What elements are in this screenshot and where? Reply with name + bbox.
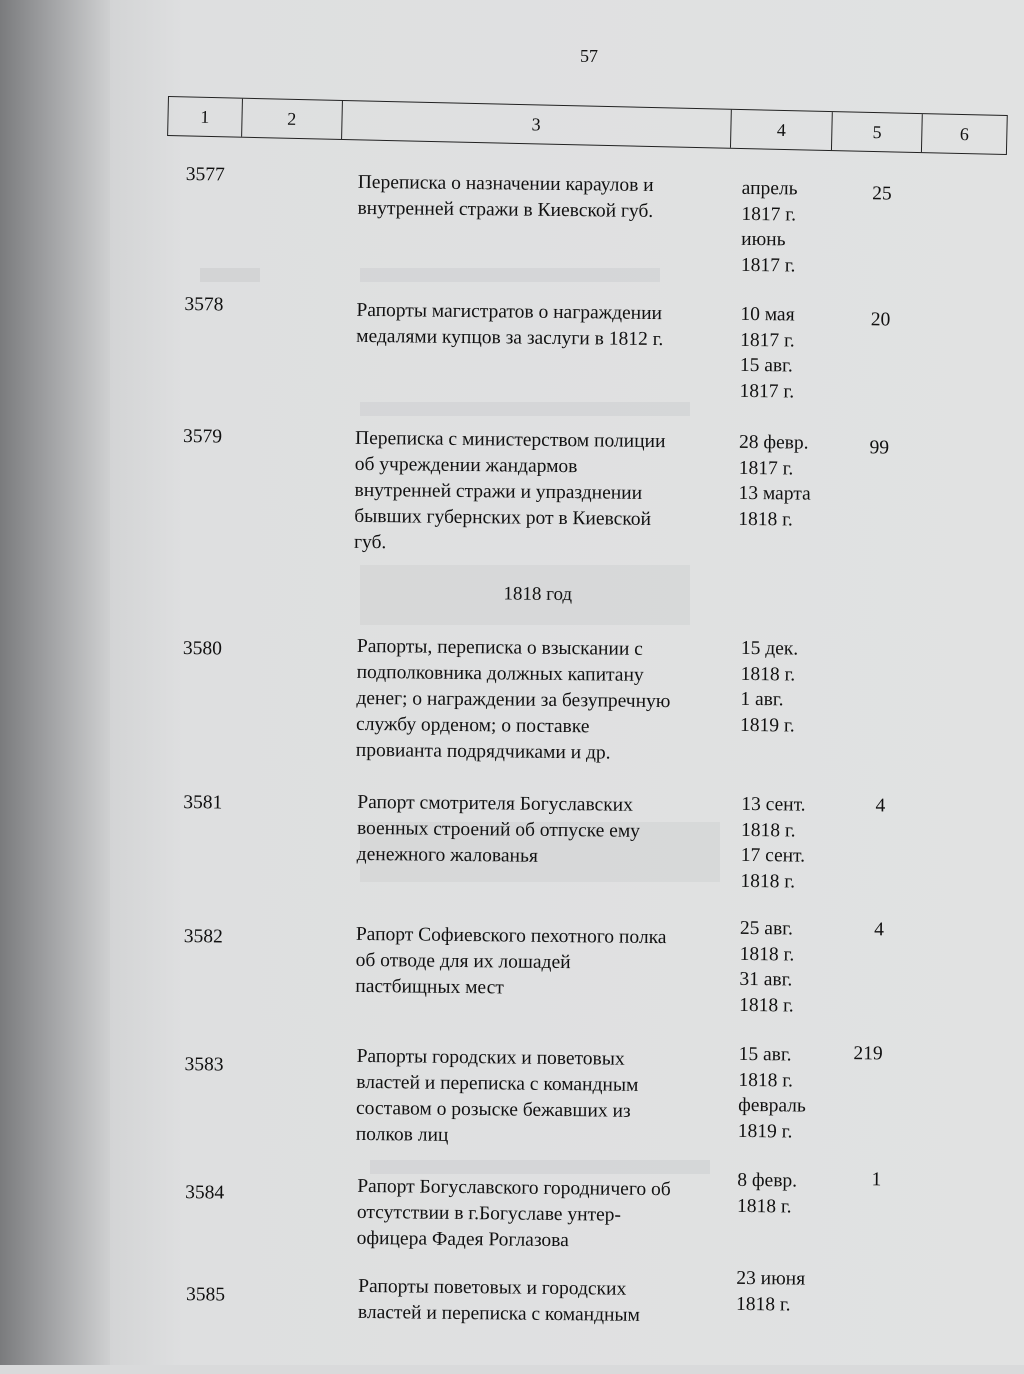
- description-line: Переписка о назначении караулов и: [357, 171, 654, 196]
- description-line: бывших губернских рот в Киевской: [354, 505, 652, 530]
- date-line: 1818 г.: [738, 1069, 794, 1091]
- header-col-5: 5: [832, 112, 923, 152]
- date-line: 13 сент.: [741, 793, 806, 816]
- description-line: денежного жалованья: [356, 843, 538, 867]
- entry-dates: [737, 1168, 838, 1220]
- description-line: офицера Фадея Роглазова: [356, 1227, 569, 1252]
- date-line: 15 авг.: [738, 1043, 792, 1066]
- description-line: Рапорты магистратов о награждении: [356, 299, 663, 325]
- description-line: Рапорты поветовых и городских: [358, 1275, 627, 1300]
- date-line: 23 июня: [736, 1267, 806, 1290]
- description-line: об отводе для их лошадей: [355, 949, 571, 974]
- description-line: медалями купцов за заслуги в 1812 г.: [356, 325, 664, 351]
- entry-dates: [739, 916, 840, 1019]
- entry-number: 3580: [182, 638, 222, 660]
- date-line: 1818 г.: [740, 663, 796, 685]
- entry-description: [357, 1174, 738, 1256]
- date-line: апрель: [741, 177, 798, 200]
- entry-pages: 1: [871, 1169, 882, 1191]
- entry-number: 3583: [184, 1054, 224, 1076]
- entry-number: 3581: [183, 792, 223, 814]
- description-line: Рапорты, переписка о взыскании с: [356, 635, 644, 660]
- date-line: 31 авг.: [739, 968, 793, 991]
- date-line: 1818 г.: [739, 994, 794, 1016]
- description-line: подполковника должных капитану: [356, 661, 644, 686]
- description-line: пастбищных мест: [355, 975, 504, 999]
- entry-description: [355, 922, 736, 1004]
- date-line: 1817 г.: [740, 254, 796, 276]
- entry-pages: 20: [870, 309, 891, 331]
- description-line: полков лиц: [355, 1123, 449, 1146]
- header-col-1: 1: [168, 97, 243, 137]
- entry-number: 3582: [183, 926, 223, 948]
- header-col-6: 6: [959, 123, 970, 144]
- description-line: Рапорт смотрителя Богуславских: [357, 791, 634, 816]
- date-line: 1818 г.: [739, 943, 795, 965]
- date-line: 15 дек.: [740, 637, 799, 660]
- entry-description: [356, 634, 737, 768]
- date-line: 28 февр.: [738, 431, 809, 454]
- description-line: властей и переписка с командным: [357, 1301, 641, 1326]
- description-line: службу орденом; о поставке: [355, 713, 590, 738]
- description-line: внутренней стражи и упразднении: [354, 479, 643, 504]
- date-line: 25 авг.: [739, 917, 794, 940]
- date-line: 1818 г.: [740, 819, 796, 841]
- description-line: Рапорты городских и поветовых: [356, 1045, 625, 1070]
- date-line: 1817 г.: [739, 380, 795, 402]
- entry-description: [356, 1044, 737, 1152]
- entry-number: 3585: [186, 1284, 226, 1306]
- entry-pages: 4: [874, 919, 885, 941]
- page-number: 57: [580, 46, 598, 66]
- description-line: отсутствии в г.Богуславе унтер-: [356, 1201, 622, 1226]
- entry-description: [354, 426, 735, 560]
- entry-dates: [738, 1042, 839, 1145]
- description-line: составом о розыске бежавших из: [355, 1097, 631, 1122]
- date-line: февраль: [738, 1094, 806, 1117]
- date-line: 1818 г.: [740, 870, 796, 892]
- date-line: 8 февр.: [737, 1169, 798, 1192]
- entry-dates: [741, 176, 842, 279]
- description-line: военных строений об отпуске ему: [356, 817, 641, 842]
- entry-dates: [739, 302, 840, 405]
- description-line: Рапорт Софиевского пехотного полка: [355, 923, 667, 949]
- description-line: Рапорт Богуславского городничего об: [357, 1175, 671, 1201]
- date-line: 15 авг.: [739, 354, 793, 377]
- description-line: Переписка с министерством полиции: [354, 427, 666, 453]
- entry-dates: [740, 636, 841, 739]
- description-line: провианта подрядчиками и др.: [355, 739, 611, 764]
- description-line: об учреждении жандармов: [354, 453, 578, 478]
- entry-pages: 4: [875, 795, 886, 817]
- entry-description: [356, 298, 737, 354]
- year-heading: 1818 год: [503, 583, 573, 606]
- description-line: внутренней стражи в Киевской губ.: [357, 197, 654, 222]
- entry-description: [358, 1274, 739, 1330]
- date-line: 1818 г.: [735, 1293, 791, 1315]
- description-line: властей и переписка с командным: [356, 1071, 639, 1096]
- header-col-3: 3: [342, 101, 732, 148]
- date-line: 17 сент.: [740, 844, 806, 867]
- entry-dates: [736, 1266, 837, 1318]
- entry-number: 3579: [182, 426, 223, 448]
- entry-description: [357, 790, 738, 872]
- date-line: 1817 г.: [740, 329, 795, 351]
- date-line: 13 марта: [738, 482, 811, 505]
- entry-pages: 99: [869, 437, 890, 459]
- date-line: 1817 г.: [738, 457, 794, 479]
- entry-dates: [738, 430, 839, 533]
- date-line: 1818 г.: [736, 1195, 792, 1217]
- entry-number: 3584: [185, 1182, 225, 1204]
- header-col-2: 2: [242, 99, 343, 139]
- date-line: 1819 г.: [740, 714, 795, 736]
- date-line: 1817 г.: [741, 203, 797, 225]
- entry-pages: 219: [853, 1043, 883, 1065]
- entry-number: 3577: [185, 164, 225, 186]
- description-line: губ.: [353, 531, 387, 554]
- date-line: 1819 г.: [737, 1120, 793, 1142]
- entry-pages: 25: [872, 183, 892, 205]
- description-line: денег; о награждении за безупречную: [356, 687, 671, 713]
- entry-dates: [740, 792, 841, 895]
- date-line: июнь: [741, 228, 786, 251]
- date-line: 1 авг.: [740, 688, 784, 711]
- header-col-4: 4: [731, 110, 834, 150]
- entry-number: 3578: [184, 294, 224, 316]
- entry-description: [357, 170, 738, 226]
- date-line: 10 мая: [740, 303, 795, 326]
- date-line: 1818 г.: [738, 508, 793, 530]
